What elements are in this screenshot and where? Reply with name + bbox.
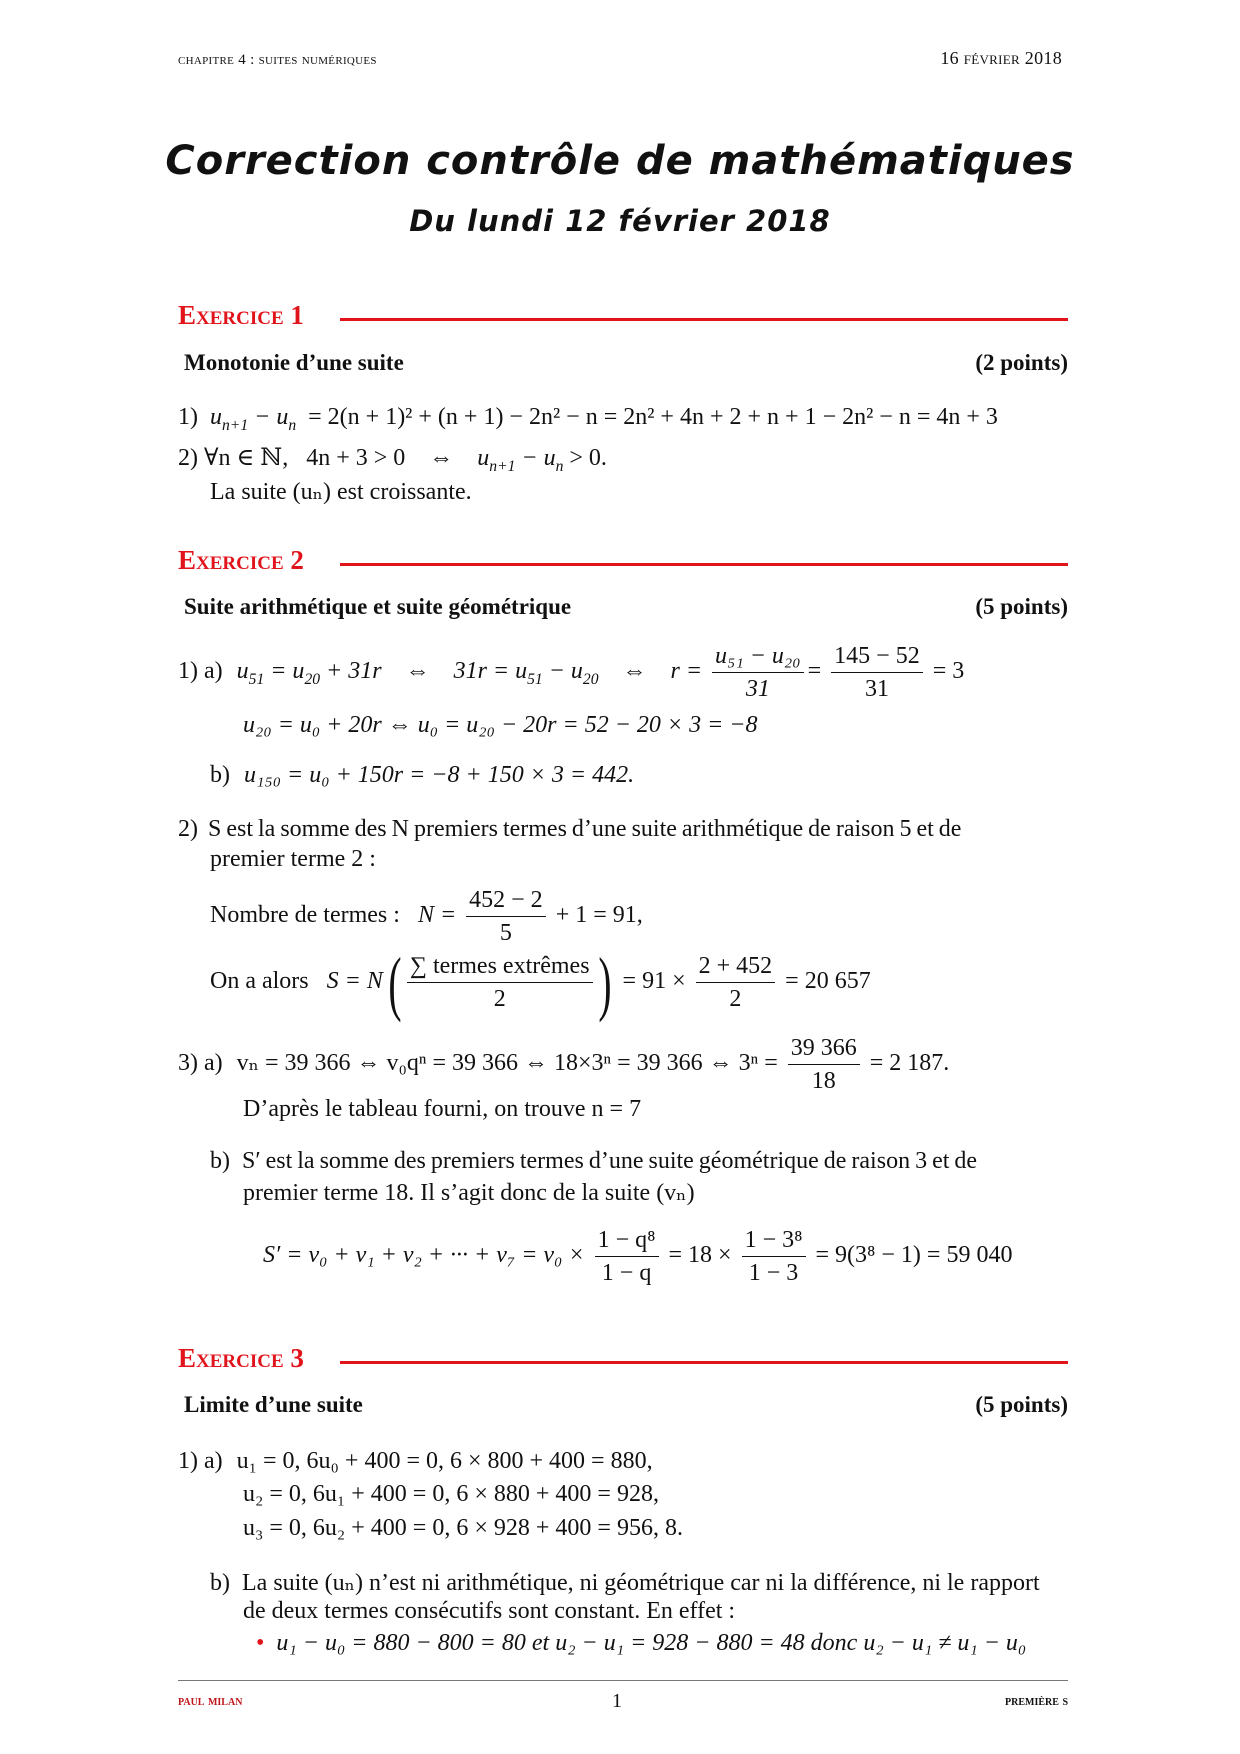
- ex3-title: Exercice 3: [178, 1343, 304, 1373]
- ex2-q3b-line1: [210, 1148, 977, 1175]
- ex2-subtitle: Suite arithmétique et suite géométrique: [184, 594, 572, 619]
- ex2-q3b-lhs: S′ = v₀ + v₁ + v₂ + ··· + v₇ = v₀ ×: [263, 1242, 585, 1269]
- ex2-q2-label: 2): [178, 816, 198, 842]
- ex1-q1-text: = 2(n + 1)² + (n + 1) − 2n² − n = 2n² + 4n + 2 + n + 1 − 2n² − n = 4n + 3: [308, 404, 998, 430]
- ex2-rule: [340, 563, 1068, 566]
- ex3-q1a-label: 1) a): [178, 1448, 223, 1474]
- ex3-q1a-l2: u₂ = 0, 6u₁ + 400 = 0, 6 × 880 + 400 = 928,: [243, 1481, 659, 1507]
- ex3-subtitle: Limite d’une suite: [184, 1392, 363, 1417]
- ex3-q1b-bullet-row: [256, 1630, 1026, 1657]
- ex2-q3b-fraction2: $\frac{\text{1 − 3⁸}}{1 - 3}$: [742, 1224, 806, 1289]
- ex3-q1b-label: b): [210, 1570, 230, 1596]
- ex2-q3b-fraction1: $\frac{\text{1 − q⁸}}{1 - q}$: [595, 1224, 659, 1289]
- header-chapter: chapitre 4 : suites numériques: [178, 52, 377, 68]
- ex2-q2-s-mid: = 91 ×: [622, 968, 686, 995]
- ex1-q1-number: 1): [178, 404, 198, 430]
- ex3-q1a-row1: [178, 1448, 653, 1475]
- ex1-q1-lhs: $u_{n+1} - u_n$: [204, 404, 297, 434]
- ex2-q3b-label: b): [210, 1148, 230, 1174]
- ex2-q2-line1: [178, 816, 961, 843]
- document-title: Correction contrôle de mathématiques: [165, 138, 1075, 184]
- ex2-q2-n-result: + 1 = 91,: [555, 902, 643, 929]
- ex2-title: Exercice 2: [178, 545, 304, 575]
- ex1-subtitle: Monotonie d’une suite: [184, 350, 404, 375]
- ex2-q2-s-fraction1: $\frac{\text{∑ termes extrêmes}}{2}$: [407, 950, 593, 1015]
- ex2-q2-text1: S est la somme des N premiers termes d’une suite arithmétique de raison 5 et de: [208, 816, 962, 842]
- footer-author: paul milan: [178, 1694, 243, 1709]
- ex2-q3b-text2: premier terme 18. Il s’agit donc de la suite (vₙ): [243, 1180, 695, 1206]
- ex2-q1a-result: = 3: [932, 658, 965, 685]
- ex1-q2-b: 4n + 3 > 0: [306, 445, 406, 471]
- ex1-line1: [178, 404, 998, 435]
- ex2-q3b-formula: [263, 1224, 1012, 1289]
- ex1-title: Exercice 1: [178, 300, 304, 330]
- document-subtitle: Du lundi 12 février 2018: [409, 204, 831, 238]
- ex1-points: (2 points): [975, 350, 1068, 375]
- ex2-q1a-line2: u₂₀ = u₀ + 20r ⇔ u₀ = u₂₀ − 20r = 52 − 20 × 3 = −8: [243, 712, 758, 738]
- ex2-q2-s-result: = 20 657: [785, 968, 871, 995]
- ex2-q3b-mid: = 18 ×: [668, 1242, 732, 1269]
- ex2-q3b-text1: S′ est la somme des premiers termes d’une suite géométrique de raison 3 et de: [242, 1148, 978, 1174]
- ex3-points: (5 points): [975, 1392, 1068, 1417]
- ex2-q2-s-label: On a alors: [210, 968, 309, 995]
- ex3-rule: [340, 1361, 1068, 1364]
- ex2-q3a-text: vₙ = 39 366 ⇔ v₀qⁿ = 39 366 ⇔ 18×3ⁿ = 39 366 ⇔ 3ⁿ =: [236, 1050, 778, 1077]
- ex1-line3: La suite (uₙ) est croissante.: [210, 479, 472, 505]
- footer-page-number: 1: [612, 1690, 622, 1712]
- ex2-q2-n: Nombre de termes : N = $\frac{452 - 2}{5}$ + 1 = 91,: [210, 884, 643, 949]
- ex2-q3a: [178, 1032, 949, 1097]
- ex1-line2: 2) ∀n ∈ ℕ, 4n + 3 > 0 ⇔ $u_{n+1} - u_n > 0$.: [178, 445, 607, 475]
- ex1-q2-c: ⇔: [429, 445, 454, 471]
- ex2-q3b-result: = 9(3⁸ − 1) = 59 040: [815, 1242, 1013, 1269]
- ex3-q1a-l1: u₁ = 0, 6u₀ + 400 = 0, 6 × 800 + 400 = 880,: [236, 1448, 653, 1474]
- ex3-q1b-bullet: u₁ − u₀ = 880 − 800 = 80 et u₂ − u₁ = 928 − 880 = 48 donc u₂ − u₁ ≠ u₁ − u₀: [276, 1630, 1027, 1656]
- ex2-q3a-label: 3) a): [178, 1050, 223, 1077]
- ex2-points: (5 points): [975, 594, 1068, 619]
- ex1-rule: [340, 318, 1068, 321]
- ex2-q2-n-label: Nombre de termes :: [210, 902, 400, 929]
- ex2-q3a-line2: D’après le tableau fourni, on trouve n = 7: [243, 1096, 642, 1122]
- ex2-q3a-fraction: $\frac{39 366}{18}$: [788, 1032, 860, 1097]
- ex3-q1a-l3: u₃ = 0, 6u₂ + 400 = 0, 6 × 928 + 400 = 956, 8.: [243, 1515, 683, 1541]
- ex2-q2-text2: premier terme 2 :: [210, 846, 376, 872]
- ex2-q2-s: On a alors S = N( $\frac{\text{∑ termes extrêmes}}{2}$ ) = 91 × $\frac{2 + 452}{2}$ = 20 657: [210, 942, 871, 1023]
- header-date: 16 février 2018: [940, 48, 1062, 68]
- ex2-q1b: [210, 762, 634, 789]
- ex1-q2-number: 2): [178, 445, 198, 471]
- ex2-q2-n-fraction: $\frac{452 - 2}{5}$: [466, 884, 546, 949]
- ex2-q3a-result: = 2 187.: [869, 1050, 950, 1077]
- ex1-q2-rhs: $u_{n+1} - u_n$: [477, 445, 564, 475]
- ex2-q1a-fraction2: $\frac{145 - 52}{31}$: [831, 640, 923, 705]
- ex2-q1a: 1) a) $u_{51} = u_{20} + 31r$ ⇔ $31r = u_{51} - u_{20}$ ⇔ r = $\frac{\text{u₅₁ − u₂₀}}{31}$ = $\frac{145 - 52}{31}$ = 3: [178, 640, 964, 705]
- ex2-q1b-label: b): [210, 762, 230, 788]
- ex2-q2-s-fraction2: $\frac{2 + 452}{2}$: [696, 950, 776, 1015]
- ex2-q1a-fraction1: $\frac{\text{u₅₁ − u₂₀}}{31}$: [712, 640, 804, 705]
- footer-rule: [178, 1680, 1068, 1681]
- ex3-q1b-l2: de deux termes consécutifs sont constant. En effet :: [243, 1598, 736, 1624]
- bullet-icon: •: [256, 1630, 265, 1656]
- ex2-q1a-eq: $u_{51} = u_{20} + 31r$ ⇔ $31r = u_{51} - u_{20}$ ⇔ r =: [236, 658, 703, 688]
- ex3-q1b-l1: La suite (uₙ) n’est ni arithmétique, ni géométrique car ni la différence, ni le rapport: [242, 1570, 1040, 1596]
- ex1-q2-a: ∀n ∈ ℕ,: [204, 445, 289, 471]
- ex3-q1b-row1: [210, 1568, 1040, 1597]
- ex2-q1b-text: u₁₅₀ = u₀ + 150r = −8 + 150 × 3 = 442.: [244, 762, 635, 788]
- ex2-q1a-label: 1) a): [178, 658, 223, 685]
- footer-class: première s: [1005, 1694, 1068, 1709]
